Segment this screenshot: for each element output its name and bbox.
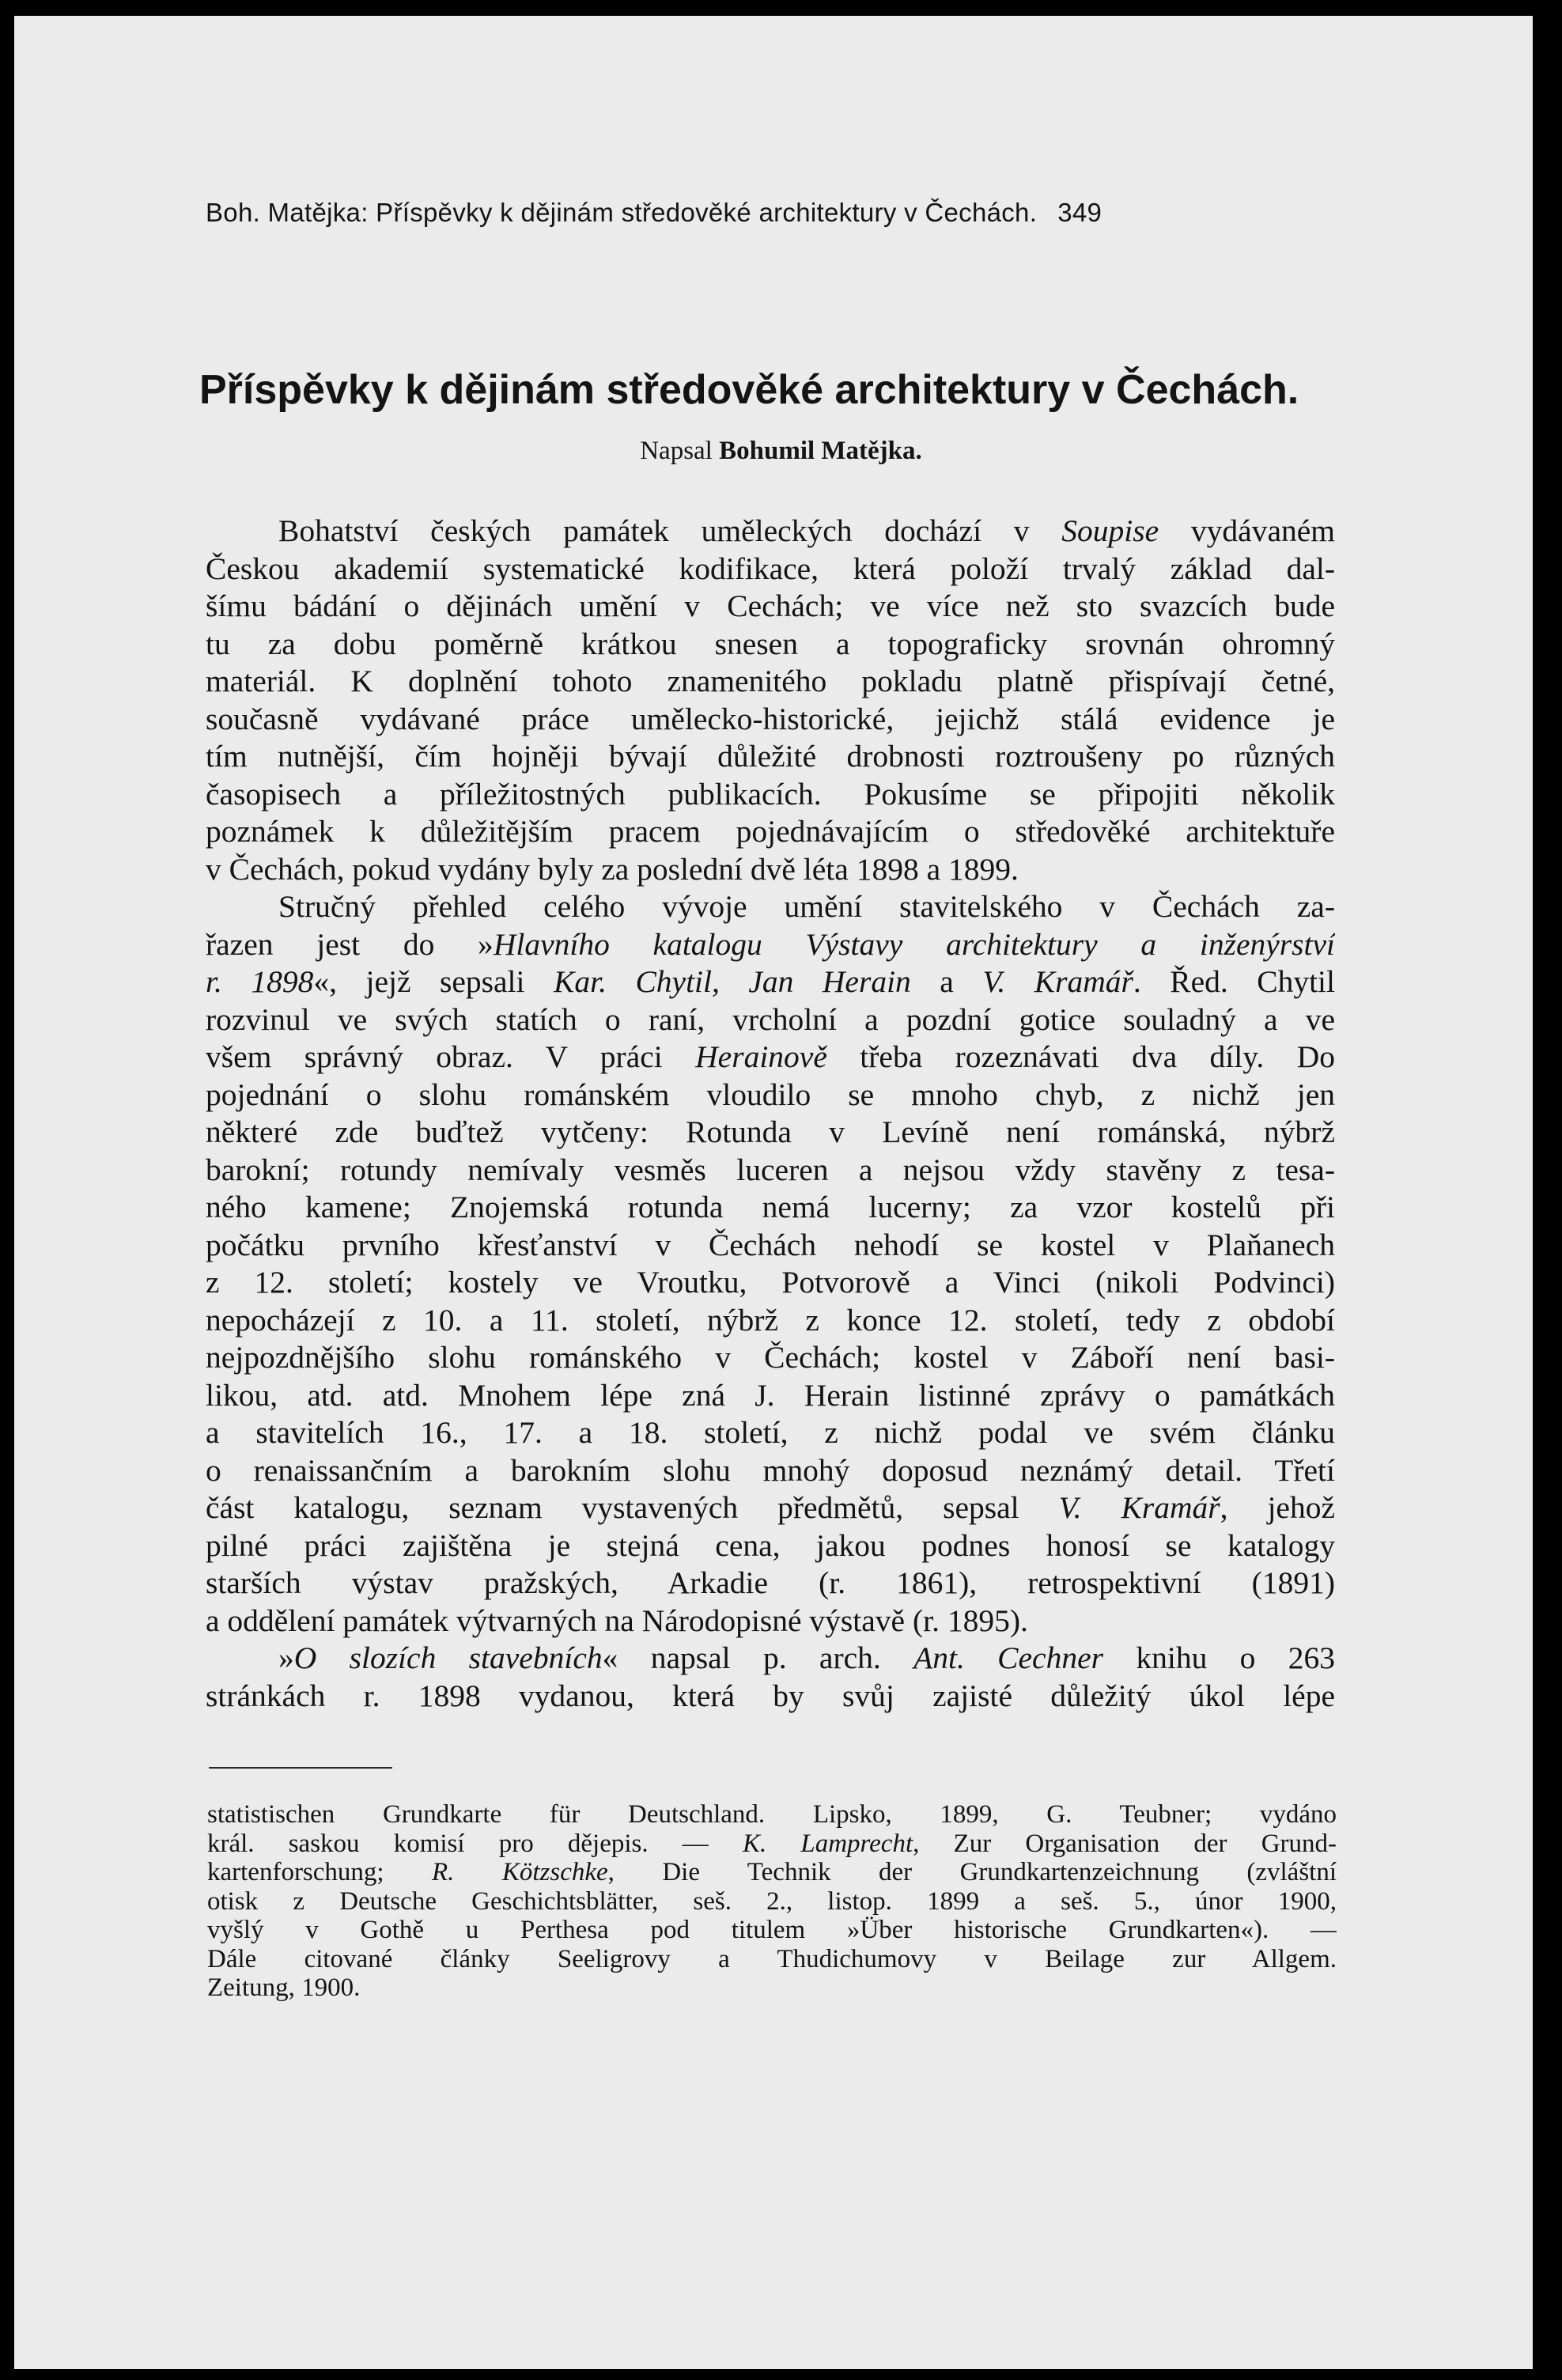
text-line: o renaissančním a barokním slohu mnohý doposud neznámý detail. Třetí	[206, 1452, 1335, 1488]
footnote-line: otisk z Deutsche Geschichtsblätter, seš. 2., listop. 1899 a seš. 5., únor 1900,	[207, 1886, 1337, 1916]
text-line: barokní; rotundy nemívaly vesměs luceren a nejsou vždy stavěny z tesa-	[206, 1152, 1335, 1187]
footnote-line: vyšlý v Gothě u Perthesa pod titulem »Über historische Grundkarten«). —	[207, 1916, 1337, 1944]
running-head	[206, 198, 1329, 228]
page-number: 349	[1057, 198, 1102, 227]
text-line: materiál. K doplnění tohoto znamenitého pokladu platně přispívají četné,	[206, 664, 1335, 698]
article-title: Příspěvky k dějinám středověké architektury v Čechách.	[199, 367, 1299, 413]
text-line: stránkách r. 1898 vydanou, která by svůj zajisté důležitý úkol lépe	[206, 1678, 1335, 1713]
text-line: »O slozích stavebních« napsal p. arch. Ant. Cechner knihu o 263	[278, 1640, 1335, 1675]
byline	[0, 437, 1562, 466]
footnote-line: statistischen Grundkarte für Deutschland. Lipsko, 1899, G. Teubner; vydáno	[207, 1800, 1337, 1829]
text-line: šímu bádání o dějinách umění v Cechách; ve více než sto svazcích bude	[206, 588, 1335, 623]
text-line: poznámek k důležitějším pracem pojednávajícím o středověké architektuře	[206, 814, 1335, 849]
text-line: současně vydávané práce umělecko-historické, jejichž stálá evidence je	[206, 701, 1335, 736]
text-line: a stavitelích 16., 17. a 18. století, z nichž podal ve svém článku	[206, 1415, 1335, 1450]
byline-prefix: Napsal	[640, 437, 713, 465]
text-line: ného kamene; Znojemská rotunda nemá lucerny; za vzor kostelů při	[206, 1190, 1335, 1224]
text-line: všem správný obraz. V práci Herainově třeba rozeznávati dva díly. Do	[206, 1039, 1335, 1074]
text-line: Českou akademií systematické kodifikace, která položí trvalý základ dal-	[206, 551, 1335, 586]
text-line: rozvinul ve svých statích o raní, vrcholní a pozdní gotice souladný a ve	[206, 1001, 1335, 1037]
text-line: v Čechách, pokud vydány byly za poslední dvě léta 1898 a 1899.	[206, 851, 1019, 887]
text-line: část katalogu, seznam vystavených předmětů, sepsal V. Kramář, jehož	[206, 1490, 1335, 1525]
text-line: některé zde buďtež vytčeny: Rotunda v Levíně není románská, nýbrž	[206, 1114, 1335, 1149]
text-line: pilné práci zajištěna je stejná cena, jakou podnes honosí se katalogy	[206, 1527, 1335, 1563]
text-line: pojednání o slohu románském vloudilo se mnoho chyb, z nichž jen	[206, 1076, 1335, 1112]
footnote-line: kartenforschung; R. Kötzschke, Die Technik der Grundkartenzeichnung (zvláštní	[207, 1858, 1337, 1886]
text-line: r. 1898«, jejž sepsali Kar. Chytil, Jan Herain a V. Kramář. Řed. Chytil	[206, 964, 1335, 999]
text-line: nepocházejí z 10. a 11. století, nýbrž z konce 12. století, tedy z období	[206, 1302, 1335, 1338]
footnote-line: Dále citované články Seeligrovy a Thudichumovy v Beilage zur Allgem.	[207, 1944, 1337, 1973]
text-line: likou, atd. atd. Mnohem lépe zná J. Herain listinné zprávy o památkách	[206, 1377, 1335, 1413]
body-text	[206, 513, 1335, 1715]
text-line: Stručný přehled celého vývoje umění stavitelského v Čechách za-	[278, 889, 1335, 924]
text-line: tu za dobu poměrně krátkou snesen a topograficky srovnán ohromný	[206, 626, 1335, 661]
footnote	[207, 1800, 1337, 2003]
text-line: nejpozdnějšího slohu románského v Čechách; kostel v Záboří není basi-	[206, 1340, 1335, 1375]
text-line: Bohatství českých památek uměleckých dochází v Soupise vydávaném	[278, 513, 1335, 548]
footnote-rule	[209, 1767, 392, 1769]
text-line: časopisech a příležitostných publikacích. Pokusíme se připojiti několik	[206, 776, 1335, 812]
running-title: Boh. Matějka: Příspěvky k dějinám středověké architektury v Čechách.	[206, 198, 1038, 227]
text-line: řazen jest do »Hlavního katalogu Výstavy architektury a inženýrství	[206, 926, 1335, 962]
text-line: počátku prvního křesťanství v Čechách nehodí se kostel v Plaňanech	[206, 1227, 1335, 1262]
footnote-line: král. saskou komisí pro dějepis. — K. Lamprecht, Zur Organisation der Grund-	[207, 1829, 1337, 1858]
text-line: z 12. století; kostely ve Vroutku, Potvorově a Vinci (nikoli Podvinci)	[206, 1265, 1335, 1300]
text-line: starších výstav pražských, Arkadie (r. 1861), retrospektivní (1891)	[206, 1565, 1335, 1600]
text-line: tím nutnější, čím hojněji bývají důležité drobnosti roztroušeny po různých	[206, 739, 1335, 774]
text-line: a oddělení památek výtvarných na Národopisné výstavě (r. 1895).	[206, 1602, 1028, 1638]
author-name: Bohumil Matějka.	[719, 437, 922, 465]
footnote-line: Zeitung, 1900.	[207, 1973, 361, 2002]
